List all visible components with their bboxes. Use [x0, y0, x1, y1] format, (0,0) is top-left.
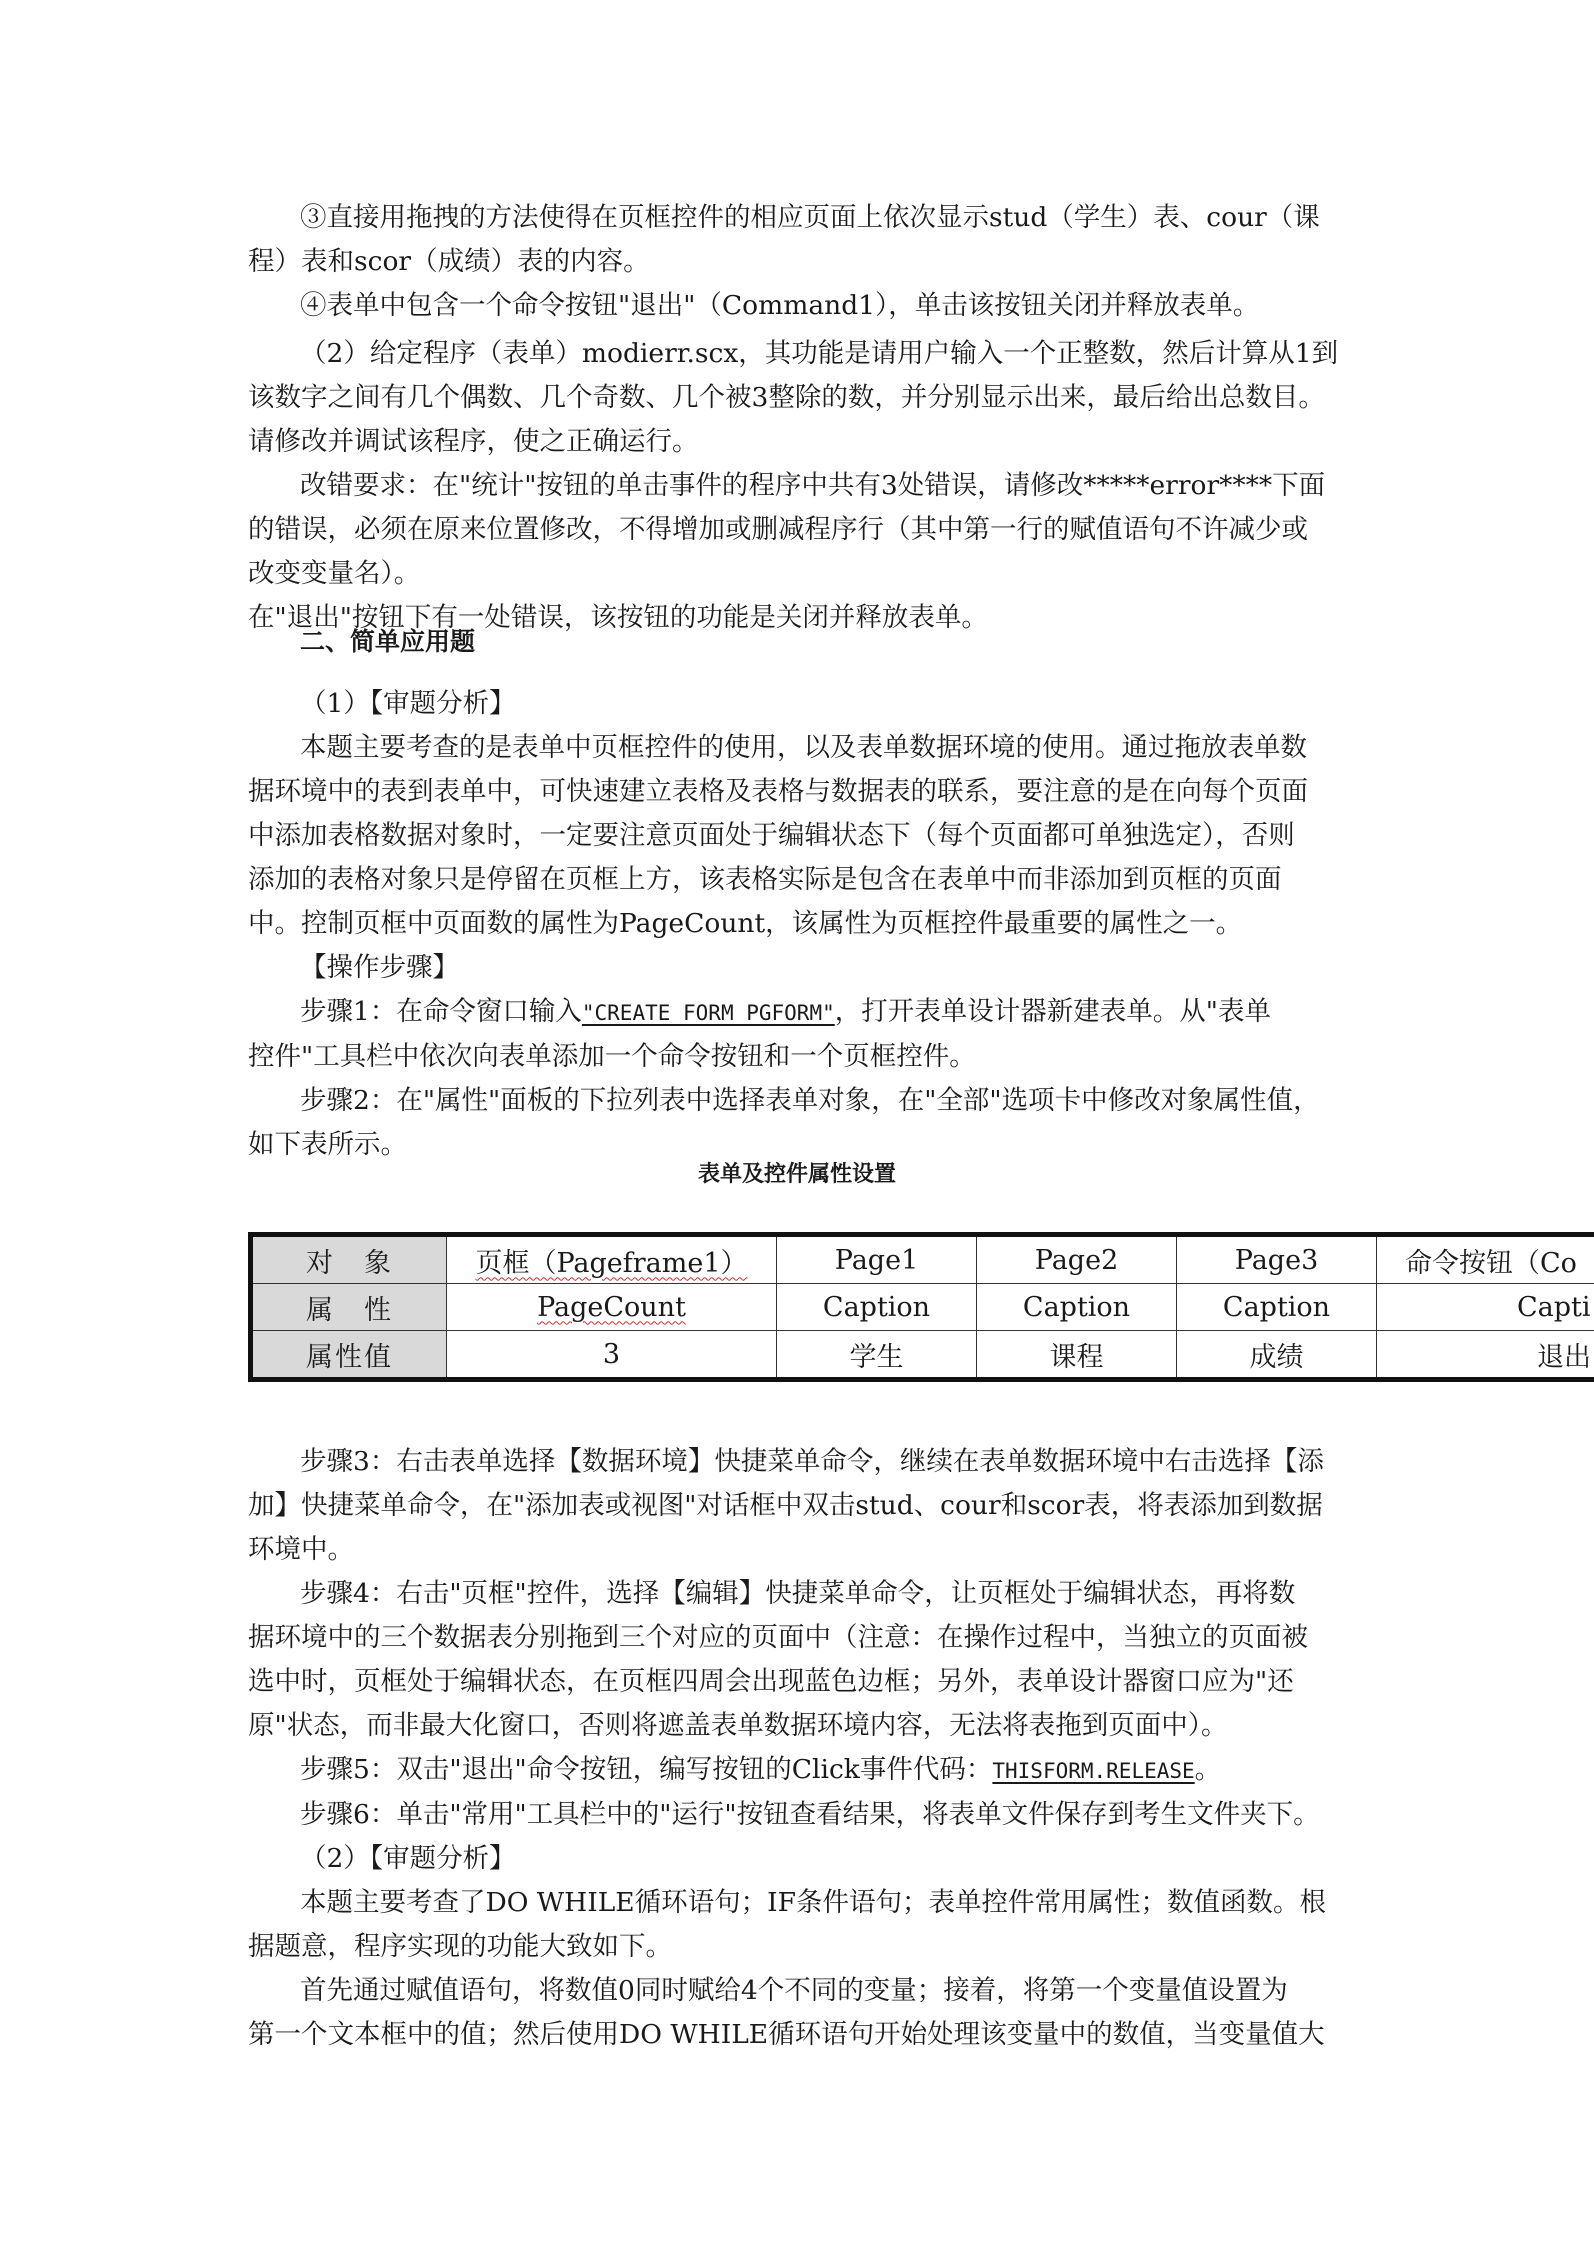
paragraph-line: 请修改并调试该程序，使之正确运行。	[248, 426, 699, 457]
step1-text-after: ，打开表单设计器新建表单。从"表单	[834, 996, 1271, 1027]
table-cell: Page3	[1177, 1235, 1377, 1284]
table-row	[251, 1284, 1594, 1331]
paragraph-line: ③直接用拖拽的方法使得在页框控件的相应页面上依次显示stud（学生）表、cour（课	[300, 202, 1320, 233]
table-cell-header: 属 性	[251, 1284, 447, 1331]
paragraph-line: 首先通过赋值语句，将数值0同时赋给4个不同的变量；接着，将第一个变量值设置为	[300, 1975, 1288, 2006]
paragraph-line: 如下表所示。	[248, 1129, 407, 1160]
table-cell: Caption	[1177, 1284, 1377, 1331]
paragraph-line: （1）【审题分析】	[300, 688, 516, 719]
table-cell: Page1	[777, 1235, 977, 1284]
paragraph-line: 改变变量名）。	[248, 558, 421, 589]
paragraph-line: 添加的表格对象只是停留在页框上方，该表格实际是包含在表单中而非添加到页框的页面	[248, 864, 1282, 895]
paragraph-line: 据环境中的三个数据表分别拖到三个对应的页面中（注意：在操作过程中，当独立的页面被	[248, 1622, 1308, 1653]
step1-text-before: 步骤1：在命令窗口输入	[300, 996, 582, 1027]
table-cell: 学生	[777, 1331, 977, 1380]
paragraph-line: 步骤4：右击"页框"控件，选择【编辑】快捷菜单命令，让页框处于编辑状态，再将数	[300, 1578, 1296, 1609]
paragraph-line: 本题主要考查的是表单中页框控件的使用，以及表单数据环境的使用。通过拖放表单数	[300, 732, 1307, 763]
paragraph-line: 的错误，必须在原来位置修改，不得增加或删减程序行（其中第一行的赋值语句不许减少或	[248, 514, 1308, 545]
table-cell-text: PageCount	[537, 1291, 686, 1323]
paragraph-line: 步骤2：在"属性"面板的下拉列表中选择表单对象，在"全部"选项卡中修改对象属性值，	[300, 1085, 1320, 1116]
analysis-text-block	[248, 682, 1348, 1167]
table-cell: 命令按钮（Co	[1377, 1235, 1594, 1284]
paragraph-line: 本题主要考查了DO WHILE循环语句；IF条件语句；表单控件常用属性；数值函数。根	[300, 1887, 1327, 1918]
step1-code: "CREATE FORM PGFORM"	[581, 1001, 835, 1025]
table-cell: 3	[447, 1331, 777, 1380]
table-cell-text: 页框（Pageframe1）	[475, 1247, 748, 1279]
paragraph-line: 改错要求：在"统计"按钮的单击事件的程序中共有3处错误，请修改*****error****下面	[300, 470, 1326, 501]
paragraph-line: （2）给定程序（表单）modierr.scx，其功能是请用户输入一个正整数，然后计算从1到	[300, 338, 1339, 369]
step1-line-2: 控件"工具栏中依次向表单添加一个命令按钮和一个页框控件。	[248, 1041, 976, 1072]
paragraph-line: 环境中。	[248, 1534, 354, 1565]
paragraph-line: （2）【审题分析】	[300, 1843, 516, 1874]
table-cell: 退出	[1377, 1331, 1594, 1380]
step1-line	[248, 990, 1348, 1035]
paragraph-line: 步骤6：单击"常用"工具栏中的"运行"按钮查看结果，将表单文件保存到考生文件夹下。	[300, 1799, 1320, 1830]
table-cell: 成绩	[1177, 1331, 1377, 1380]
section-heading: 二、简单应用题	[300, 627, 476, 656]
paragraph-line: 第一个文本框中的值；然后使用DO WHILE循环语句开始处理该变量中的数值，当变量值大	[248, 2019, 1325, 2050]
paragraph-line: 【操作步骤】	[300, 952, 459, 983]
step5-line	[248, 1748, 1348, 1793]
table-cell-header: 属性值	[251, 1331, 447, 1380]
table-cell	[447, 1235, 777, 1284]
paragraph-line: 加】快捷菜单命令，在"添加表或视图"对话框中双击stud、cour和scor表，将表添加到数据	[248, 1490, 1323, 1521]
table-cell: Caption	[977, 1284, 1177, 1331]
step5-text-before: 步骤5：双击"退出"命令按钮，编写按钮的Click事件代码：	[300, 1754, 993, 1785]
paragraph-line: 选中时，页框处于编辑状态，在页框四周会出现蓝色边框；另外，表单设计器窗口应为"还	[248, 1666, 1294, 1697]
table-row	[251, 1331, 1594, 1380]
paragraph-line: 中。控制页框中页面数的属性为PageCount，该属性为页框控件最重要的属性之一。	[248, 908, 1243, 939]
table-caption: 表单及控件属性设置	[697, 1162, 896, 1187]
paragraph-line: 据题意，程序实现的功能大致如下。	[248, 1931, 672, 1962]
table-cell: Capti	[1377, 1284, 1594, 1331]
step5-text-after: 。	[1194, 1754, 1222, 1785]
steps-text-block	[248, 1440, 1348, 2057]
paragraph-line: 中添加表格数据对象时，一定要注意页面处于编辑状态下（每个页面都可单独选定），否则	[248, 820, 1295, 851]
table-cell-header: 对 象	[251, 1235, 447, 1284]
paragraph-line: 步骤3：右击表单选择【数据环境】快捷菜单命令，继续在表单数据环境中右击选择【添	[300, 1446, 1324, 1477]
paragraph-line: 据环境中的表到表单中，可快速建立表格及表格与数据表的联系，要注意的是在向每个页面	[248, 776, 1308, 807]
paragraph-line: 在"退出"按钮下有一处错误，该按钮的功能是关闭并释放表单。	[248, 602, 988, 633]
table-cell	[447, 1284, 777, 1331]
table-cell: Caption	[777, 1284, 977, 1331]
paragraph-line: 程）表和scor（成绩）表的内容。	[248, 246, 650, 277]
paragraph-line: 该数字之间有几个偶数、几个奇数、几个被3整除的数，并分别显示出来，最后给出总数目。	[248, 382, 1325, 413]
paragraph-line: 原"状态，而非最大化窗口，否则将遮盖表单数据环境内容，无法将表拖到页面中）。	[248, 1710, 1228, 1741]
paragraph-line: ④表单中包含一个命令按钮"退出"（Command1），单击该按钮关闭并释放表单。	[300, 290, 1260, 321]
property-table	[248, 1232, 1594, 1382]
top-text-block	[248, 196, 1348, 640]
table-cell: 课程	[977, 1331, 1177, 1380]
table-row	[251, 1235, 1594, 1284]
step5-code: THISFORM.RELEASE	[992, 1759, 1195, 1783]
table-cell: Page2	[977, 1235, 1177, 1284]
